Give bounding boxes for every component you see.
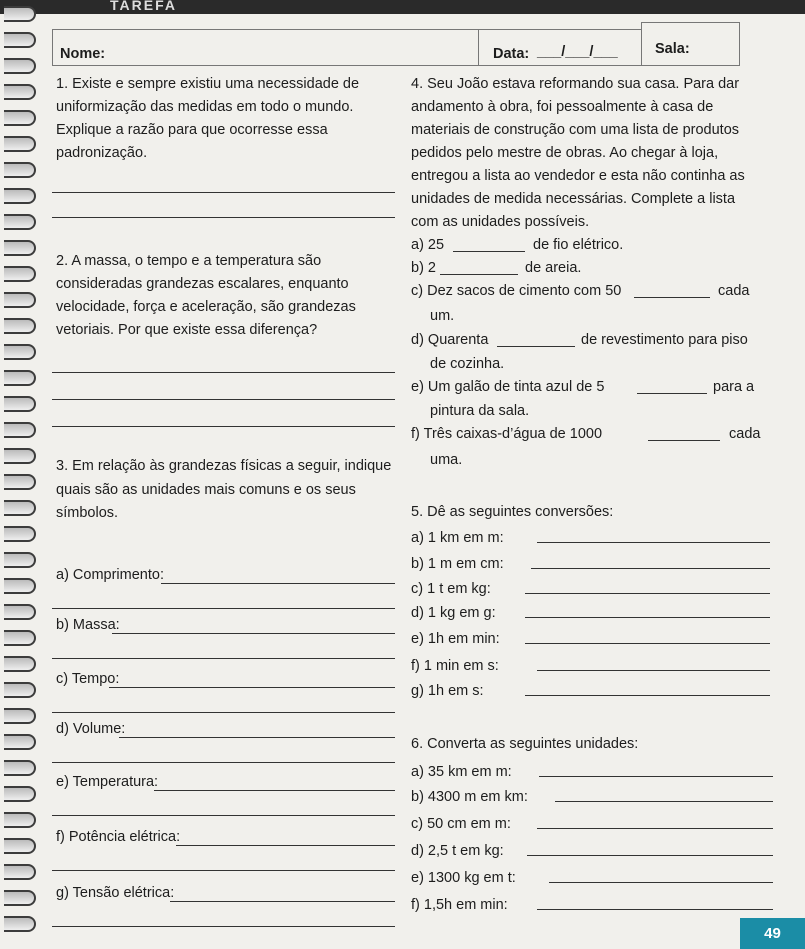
q3-line-1: 3. Em relação às grandezas físicas a seguir, indique	[56, 458, 392, 474]
name-label: Nome:	[60, 46, 106, 62]
q4-e-blank[interactable]	[637, 393, 707, 394]
q4-f-suffix: cada	[729, 426, 761, 442]
q6-item-d: d) 2,5 t em kg:	[411, 843, 504, 859]
q6-answer-e[interactable]	[549, 882, 773, 883]
q3-extra-line[interactable]	[52, 712, 395, 713]
q4-c-cont: um.	[430, 308, 455, 324]
q3-line-3: símbolos.	[56, 505, 119, 521]
q5-answer-e[interactable]	[525, 643, 770, 644]
q4-e-cont: pintura da sala.	[430, 403, 530, 419]
q3-extra-line[interactable]	[52, 658, 395, 659]
q5-answer-g[interactable]	[525, 695, 770, 696]
q4-f-prefix: f) Três caixas-d’água de 1000	[411, 426, 603, 442]
q3-extra-line[interactable]	[52, 870, 395, 871]
q1-line-4: padronização.	[56, 145, 148, 161]
q5-item-d: d) 1 kg em g:	[411, 605, 496, 621]
q6-answer-f[interactable]	[537, 909, 773, 910]
q4-f-cont: uma.	[430, 452, 463, 468]
q5-answer-c[interactable]	[525, 593, 770, 594]
q4-line-4: pedidos pelo mestre de obras. Ao chegar à loja,	[411, 145, 719, 161]
q2-line-4: vetoriais. Por que existe essa diferença?	[56, 322, 318, 338]
q4-line-6: unidades de medida necessárias. Complete a lista	[411, 191, 736, 207]
date-label: Data:	[493, 46, 530, 62]
q3-item-a: a) Comprimento:	[56, 567, 164, 583]
q4-d-suffix: de revestimento para piso	[581, 332, 748, 348]
q1-line-1: 1. Existe e sempre existiu uma necessidade de	[56, 76, 360, 92]
q4-line-5: entregou a lista ao vendedor e esta não continha as	[411, 168, 745, 184]
spiral-binding	[0, 0, 40, 949]
q3-item-e: e) Temperatura:	[56, 774, 159, 790]
q3-answer-c[interactable]	[109, 687, 395, 688]
q4-e-prefix: e) Um galão de tinta azul de 5	[411, 379, 605, 395]
q4-d-blank[interactable]	[497, 346, 575, 347]
q6-item-a: a) 35 km em m:	[411, 764, 512, 780]
q2-line-3: velocidade, força e aceleração, são grandezas	[56, 299, 356, 315]
date-blank: ___/___/___	[537, 44, 618, 60]
q4-e-suffix: para a	[713, 379, 755, 395]
q5-item-c: c) 1 t em kg:	[411, 581, 491, 597]
q5-item-a: a) 1 km em m:	[411, 530, 504, 546]
q3-answer-f[interactable]	[176, 845, 395, 846]
q6-item-c: c) 50 cm em m:	[411, 816, 511, 832]
q3-extra-line[interactable]	[52, 608, 395, 609]
q5-item-e: e) 1h em min:	[411, 631, 500, 647]
q5-answer-a[interactable]	[537, 542, 770, 543]
q1-answer-line[interactable]	[52, 192, 395, 193]
q3-answer-a[interactable]	[161, 583, 395, 584]
banner-title: TAREFA	[110, 0, 177, 13]
q3-item-f: f) Potência elétrica:	[56, 829, 181, 845]
q2-answer-line[interactable]	[52, 426, 395, 427]
q4-line-7: com as unidades possíveis.	[411, 214, 590, 230]
q3-line-2: quais são as unidades mais comuns e os seus	[56, 482, 356, 498]
q4-c-prefix: c) Dez sacos de cimento com 50	[411, 283, 622, 299]
q4-a-prefix: a) 25	[411, 237, 445, 253]
q6-item-f: f) 1,5h em min:	[411, 897, 508, 913]
q6-answer-b[interactable]	[555, 801, 773, 802]
q3-item-b: b) Massa:	[56, 617, 120, 633]
q4-line-1: 4. Seu João estava reformando sua casa. Para dar	[411, 76, 740, 92]
q1-line-2: uniformização das medidas em todo o mundo.	[56, 99, 354, 115]
q4-b-prefix: b) 2	[411, 260, 436, 276]
q4-a-suffix: de fio elétrico.	[533, 237, 624, 253]
q6-item-b: b) 4300 m em km:	[411, 789, 528, 805]
q1-line-3: Explique a razão para que ocorresse essa	[56, 122, 328, 138]
q6-answer-d[interactable]	[527, 855, 773, 856]
q5-item-g: g) 1h em s:	[411, 683, 484, 699]
q3-extra-line[interactable]	[52, 762, 395, 763]
q3-extra-line[interactable]	[52, 815, 395, 816]
q4-b-blank[interactable]	[440, 274, 518, 275]
page-number: 49	[740, 918, 805, 949]
q5-item-b: b) 1 m em cm:	[411, 556, 504, 572]
q1-answer-line[interactable]	[52, 217, 395, 218]
q4-f-blank[interactable]	[648, 440, 720, 441]
q6-answer-c[interactable]	[537, 828, 773, 829]
q2-answer-line[interactable]	[52, 372, 395, 373]
q3-item-c: c) Tempo:	[56, 671, 120, 687]
q4-d-prefix: d) Quarenta	[411, 332, 489, 348]
q4-a-blank[interactable]	[453, 251, 525, 252]
q4-c-suffix: cada	[718, 283, 750, 299]
top-banner	[0, 0, 805, 14]
q2-line-2: consideradas grandezas escalares, enquanto	[56, 276, 349, 292]
q4-b-suffix: de areia.	[525, 260, 582, 276]
q2-answer-line[interactable]	[52, 399, 395, 400]
q4-line-2: andamento à obra, foi pessoalmente à casa de	[411, 99, 714, 115]
q5-answer-d[interactable]	[525, 617, 770, 618]
q3-item-d: d) Volume:	[56, 721, 126, 737]
q5-answer-f[interactable]	[537, 670, 770, 671]
q5-item-f: f) 1 min em s:	[411, 658, 499, 674]
q5-title: 5. Dê as seguintes conversões:	[411, 504, 614, 520]
q4-line-3: materiais de construção com uma lista de produtos	[411, 122, 740, 138]
q3-extra-line[interactable]	[52, 926, 395, 927]
name-box	[52, 29, 479, 66]
q6-item-e: e) 1300 kg em t:	[411, 870, 516, 886]
q2-line-1: 2. A massa, o tempo e a temperatura são	[56, 253, 322, 269]
q4-d-cont: de cozinha.	[430, 356, 505, 372]
q6-title: 6. Converta as seguintes unidades:	[411, 736, 639, 752]
q5-answer-b[interactable]	[531, 568, 770, 569]
q4-c-blank[interactable]	[634, 297, 710, 298]
q3-item-g: g) Tensão elétrica:	[56, 885, 175, 901]
q3-answer-g[interactable]	[170, 901, 395, 902]
q3-answer-b[interactable]	[112, 633, 395, 634]
q6-answer-a[interactable]	[539, 776, 773, 777]
q3-answer-e[interactable]	[154, 790, 395, 791]
q3-answer-d[interactable]	[119, 737, 395, 738]
class-label: Sala:	[655, 41, 690, 57]
